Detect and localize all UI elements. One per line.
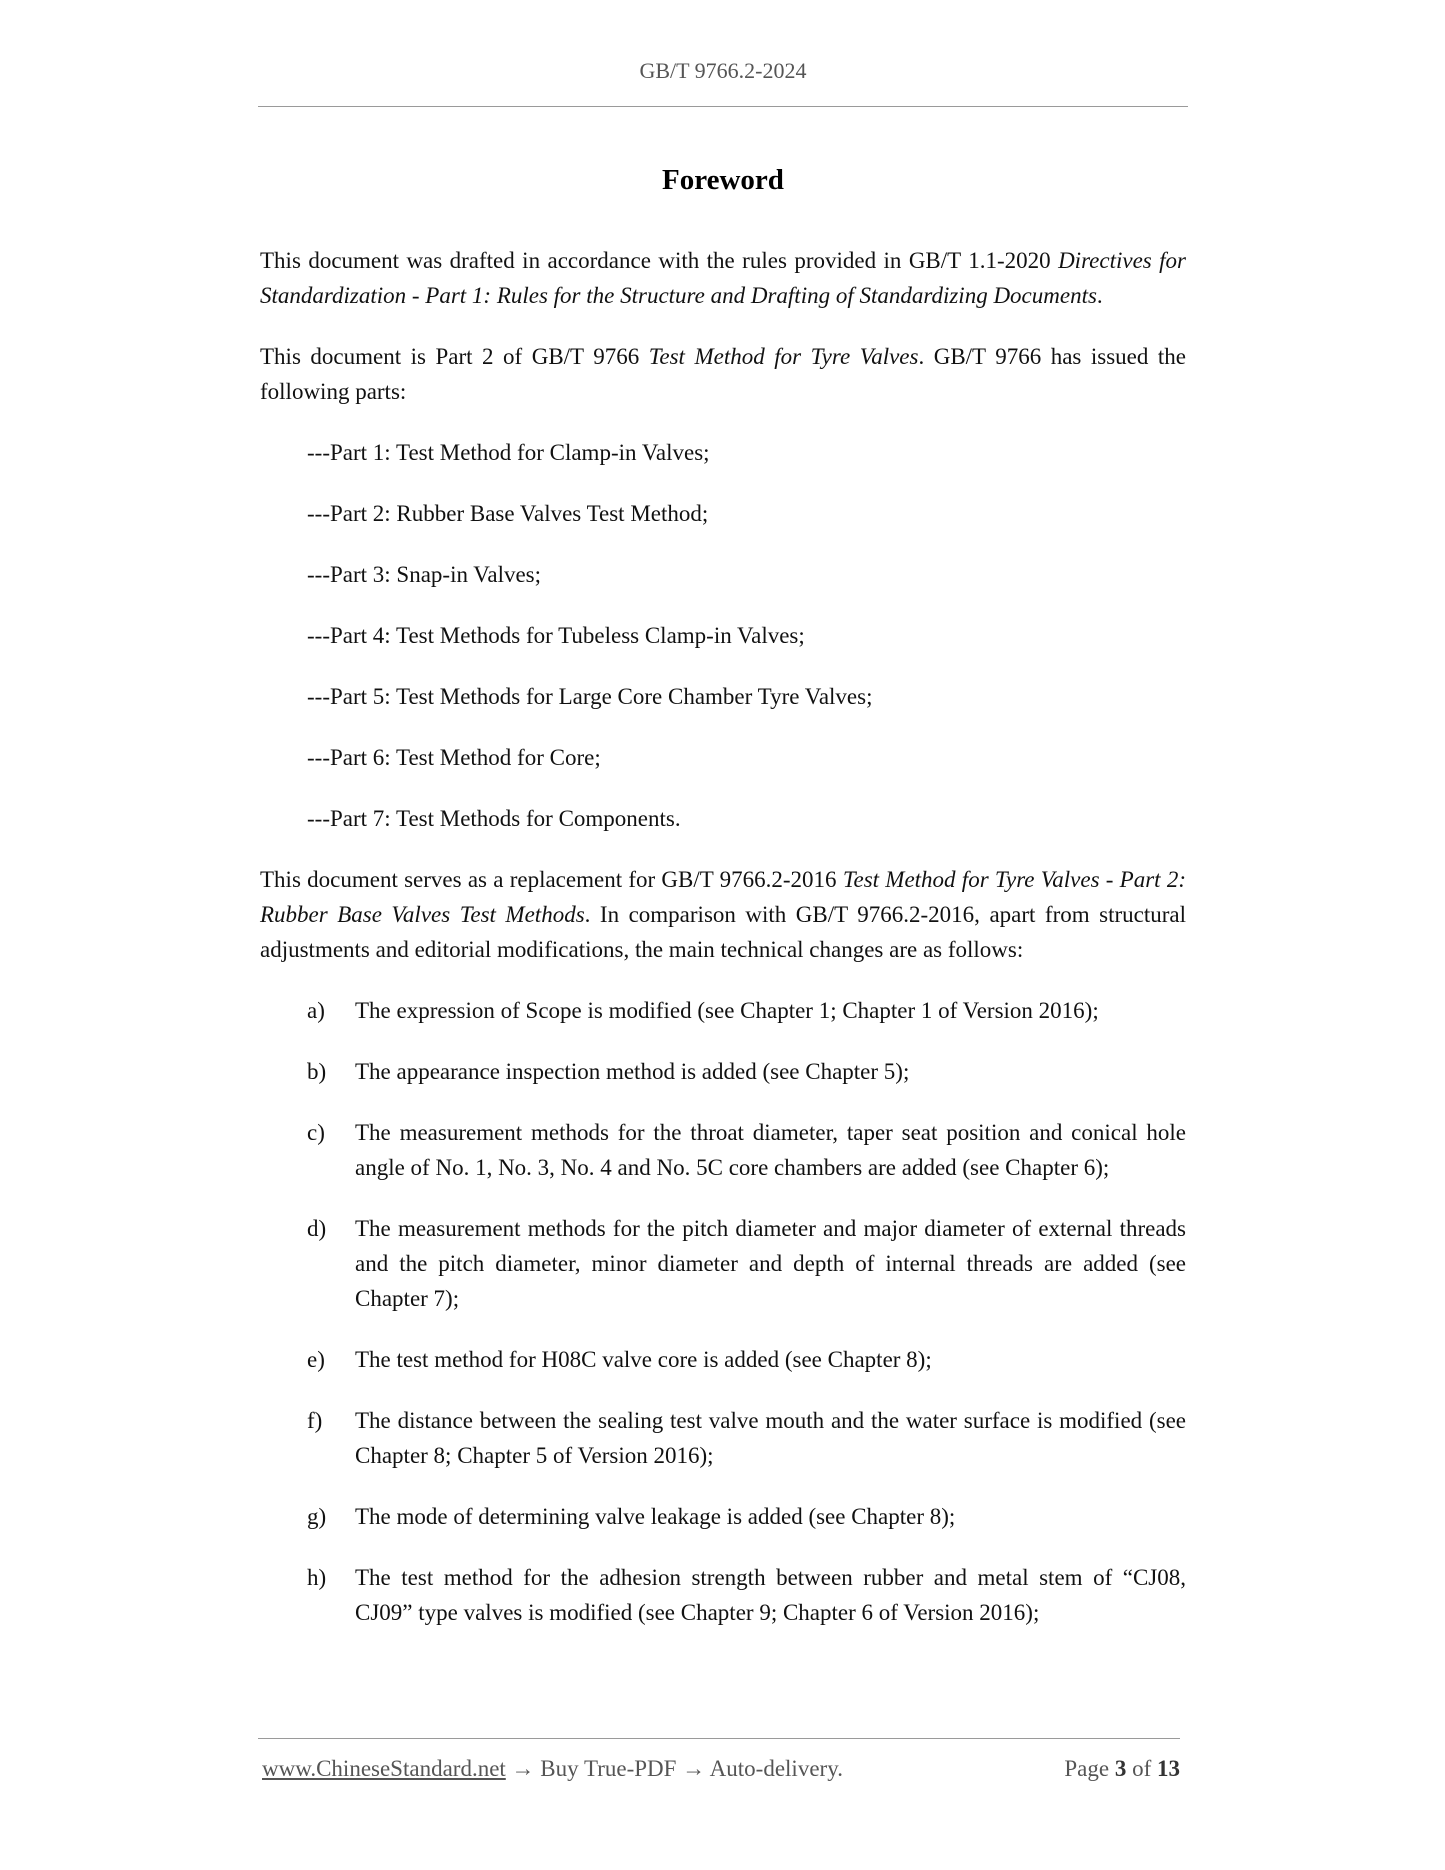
list-item: ---Part 3: Snap-in Valves; <box>307 562 542 587</box>
item-label: f) <box>307 1408 323 1433</box>
document-body <box>260 243 1186 1656</box>
item-label: a) <box>307 998 325 1023</box>
arrow-icon: → <box>511 1756 535 1781</box>
referenced-title: Directives for Standardization - Part 1: Rules for the Structure and Drafting of Standardizing Documents <box>260 248 1186 308</box>
paragraph-part-info: This document is Part 2 of GB/T 9766 Test Method for Tyre Valves. GB/T 9766 has issued the following parts: <box>260 344 1186 404</box>
item-label: g) <box>307 1504 327 1529</box>
footer-divider <box>258 1738 1180 1739</box>
page-footer <box>262 1756 1180 1782</box>
page-number: Page 3 of 13 <box>1064 1756 1180 1781</box>
item-text: The distance between the sealing test valve mouth and the water surface is modified (see Chapter 8; Chapter 5 of Version 2016); <box>355 1408 1186 1468</box>
list-item <box>307 1342 1186 1377</box>
website-link[interactable]: www.ChineseStandard.net <box>262 1756 506 1781</box>
list-item <box>307 1115 1186 1185</box>
list-item <box>307 1211 1186 1316</box>
paragraph-replacement: This document serves as a replacement for GB/T 9766.2-2016 Test Method for Tyre Valves - Part 2: Rubber Base Valves Test Methods. In comparison with GB/T 9766.2-2016, apart from structural adjustments and editorial modifications, the main technical changes are as follows: <box>260 867 1186 962</box>
item-label: e) <box>307 1347 325 1372</box>
list-item: ---Part 2: Rubber Base Valves Test Method; <box>307 501 709 526</box>
list-item <box>307 1560 1186 1630</box>
item-text: The expression of Scope is modified (see Chapter 1; Chapter 1 of Version 2016); <box>355 998 1099 1023</box>
buy-pdf-text: Buy True-PDF <box>540 1756 677 1781</box>
list-item <box>307 993 1186 1028</box>
current-page: 3 <box>1114 1756 1127 1781</box>
running-header: GB/T 9766.2-2024 <box>639 58 807 83</box>
parts-list <box>260 435 1186 836</box>
auto-delivery-text: Auto-delivery. <box>709 1756 843 1781</box>
total-pages: 13 <box>1157 1756 1180 1781</box>
list-item <box>307 1054 1186 1089</box>
item-text: The test method for H08C valve core is added (see Chapter 8); <box>355 1347 932 1372</box>
item-text: The test method for the adhesion strength between rubber and metal stem of “CJ08, CJ09” type valves is modified (see Chapter 9; Chapter 6 of Version 2016); <box>355 1565 1186 1625</box>
changes-list <box>260 993 1186 1630</box>
list-item: ---Part 6: Test Method for Core; <box>307 745 601 770</box>
footer-promo <box>262 1756 843 1782</box>
item-text: The mode of determining valve leakage is added (see Chapter 8); <box>355 1504 956 1529</box>
page-title: Foreword <box>662 164 784 196</box>
item-text: The appearance inspection method is added (see Chapter 5); <box>355 1059 910 1084</box>
header-divider <box>258 106 1188 107</box>
item-label: c) <box>307 1120 325 1145</box>
referenced-title: Test Method for Tyre Valves - Part 2: Rubber Base Valves Test Methods <box>260 867 1186 927</box>
list-item <box>307 1403 1186 1473</box>
item-text: The measurement methods for the throat diameter, taper seat position and conical hole angle of No. 1, No. 3, No. 4 and No. 5C core chambers are added (see Chapter 6); <box>355 1120 1186 1180</box>
item-text: The measurement methods for the pitch diameter and major diameter of external threads and the pitch diameter, minor diameter and depth of internal threads are added (see Chapter 7); <box>355 1216 1186 1311</box>
arrow-icon: → <box>682 1756 706 1781</box>
item-label: b) <box>307 1059 327 1084</box>
paragraph-drafting-rules: This document was drafted in accordance with the rules provided in GB/T 1.1-2020 Directives for Standardization - Part 1: Rules for the Structure and Drafting of Standardizing Documents. <box>260 248 1186 308</box>
item-label: h) <box>307 1565 327 1590</box>
referenced-title: Test Method for Tyre Valves <box>648 344 919 369</box>
list-item <box>307 1499 1186 1534</box>
list-item: ---Part 4: Test Methods for Tubeless Clamp-in Valves; <box>307 623 805 648</box>
list-item: ---Part 5: Test Methods for Large Core Chamber Tyre Valves; <box>307 684 873 709</box>
list-item: ---Part 7: Test Methods for Components. <box>307 806 681 831</box>
item-label: d) <box>307 1216 327 1241</box>
list-item: ---Part 1: Test Method for Clamp-in Valves; <box>307 440 710 465</box>
